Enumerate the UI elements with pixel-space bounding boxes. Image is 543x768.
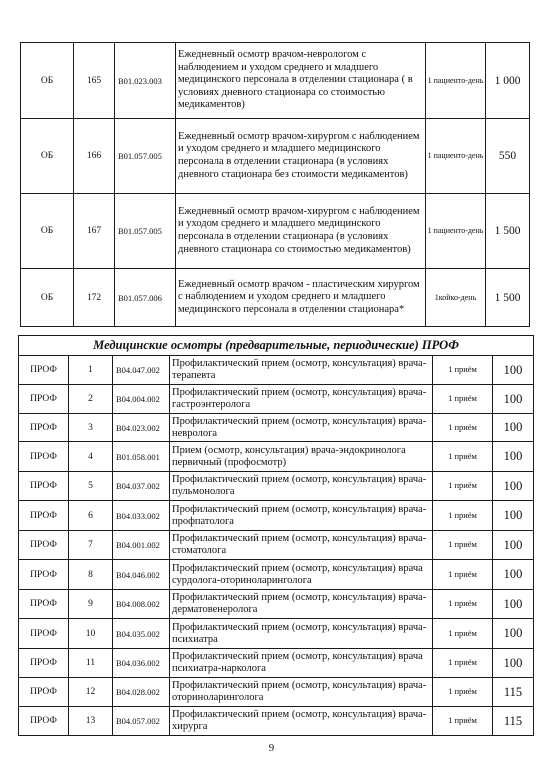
category-cell: ПРОФ [19, 590, 69, 619]
inpatient-services-table [20, 42, 530, 327]
service-name-cell: Ежедневный осмотр врачом-неврологом с наблюдением и уходом среднего и младшего медицинского персонала в отделении стационара ( в условиях дневного стационара со стоимостью медикаментов) [176, 43, 426, 119]
unit-cell: 1койко-день [426, 269, 486, 327]
number-cell: 11 [69, 649, 113, 678]
unit-cell: 1 приём [433, 619, 493, 649]
price-cell: 100 [493, 472, 534, 501]
category-cell: ПРОФ [19, 414, 69, 442]
prof-row [19, 531, 534, 560]
category-cell: ПРОФ [19, 678, 69, 707]
service-name-cell: Профилактический прием (осмотр, консультация) врача-хирурга [170, 707, 433, 736]
number-cell: 166 [74, 119, 115, 194]
code-cell: B04.028.002 [113, 678, 170, 707]
number-cell: 165 [74, 43, 115, 119]
prof-services-table [18, 335, 534, 736]
category-cell: ОБ [21, 194, 74, 269]
unit-cell: 1 приём [433, 531, 493, 560]
code-cell: B01.057.005 [115, 119, 176, 194]
price-cell: 115 [493, 707, 534, 736]
category-cell: ОБ [21, 119, 74, 194]
section-header-row [19, 336, 534, 356]
service-name-cell: Профилактический прием (осмотр, консультация) врача-дерматовенеролога [170, 590, 433, 619]
number-cell: 4 [69, 442, 113, 472]
price-cell: 100 [493, 649, 534, 678]
service-name-cell: Профилактический прием (осмотр, консультация) врача-пульмонолога [170, 472, 433, 501]
number-cell: 3 [69, 414, 113, 442]
unit-cell: 1 пациенто-день [426, 43, 486, 119]
unit-cell: 1 приём [433, 707, 493, 736]
number-cell: 13 [69, 707, 113, 736]
category-cell: ПРОФ [19, 560, 69, 590]
price-cell: 100 [493, 531, 534, 560]
code-cell: B04.037.002 [113, 472, 170, 501]
prof-row [19, 442, 534, 472]
unit-cell: 1 приём [433, 678, 493, 707]
code-cell: B01.057.006 [115, 269, 176, 327]
inpatient-row [21, 194, 530, 269]
category-cell: ПРОФ [19, 385, 69, 414]
code-cell: B01.058.001 [113, 442, 170, 472]
service-name-cell: Ежедневный осмотр врачом - пластическим хирургом с наблюдением и уходом среднего и младшего медицинского персонала в отделении стационара* [176, 269, 426, 327]
category-cell: ПРОФ [19, 707, 69, 736]
prof-row [19, 472, 534, 501]
code-cell: B04.004.002 [113, 385, 170, 414]
price-cell: 1 500 [486, 269, 530, 327]
number-cell: 167 [74, 194, 115, 269]
section-title: Медицинские осмотры (предварительные, периодические) ПРОФ [19, 336, 534, 356]
unit-cell: 1 приём [433, 501, 493, 531]
unit-cell: 1 приём [433, 560, 493, 590]
service-name-cell: Профилактический прием (осмотр, консультация) врача-стоматолога [170, 531, 433, 560]
category-cell: ОБ [21, 269, 74, 327]
service-name-cell: Профилактический прием (осмотр, консультация) врача-оториноларинголога [170, 678, 433, 707]
unit-cell: 1 приём [433, 385, 493, 414]
price-cell: 100 [493, 385, 534, 414]
price-cell: 115 [493, 678, 534, 707]
service-name-cell: Профилактический прием (осмотр, консультация) врача-профпатолога [170, 501, 433, 531]
prof-row [19, 414, 534, 442]
number-cell: 7 [69, 531, 113, 560]
code-cell: B04.035.002 [113, 619, 170, 649]
prof-row [19, 590, 534, 619]
inpatient-row [21, 269, 530, 327]
category-cell: ПРОФ [19, 356, 69, 385]
number-cell: 6 [69, 501, 113, 531]
prof-row [19, 619, 534, 649]
service-name-cell: Ежедневный осмотр врачом-хирургом с наблюдением и уходом среднего и младшего медицинского персонала в отделении стационара (в условиях дневного стационара со стоимостью медикаментов) [176, 194, 426, 269]
price-cell: 100 [493, 560, 534, 590]
service-name-cell: Профилактический прием (осмотр, консультация) врача психиатра-нарколога [170, 649, 433, 678]
code-cell: B04.023.002 [113, 414, 170, 442]
number-cell: 12 [69, 678, 113, 707]
prof-row [19, 385, 534, 414]
code-cell: B04.008.002 [113, 590, 170, 619]
number-cell: 172 [74, 269, 115, 327]
category-cell: ОБ [21, 43, 74, 119]
price-cell: 1 000 [486, 43, 530, 119]
service-name-cell: Профилактический прием (осмотр, консультация) врача-невролога [170, 414, 433, 442]
number-cell: 1 [69, 356, 113, 385]
category-cell: ПРОФ [19, 619, 69, 649]
price-cell: 100 [493, 501, 534, 531]
number-cell: 9 [69, 590, 113, 619]
inpatient-row [21, 119, 530, 194]
prof-row [19, 678, 534, 707]
service-name-cell: Ежедневный осмотр врачом-хирургом с наблюдением и уходом среднего и младшего медицинского персонала в отделении стационара (в условиях дневного стационара без стоимости медикаментов) [176, 119, 426, 194]
prof-row [19, 560, 534, 590]
prof-row [19, 649, 534, 678]
unit-cell: 1 пациенто-день [426, 119, 486, 194]
category-cell: ПРОФ [19, 649, 69, 678]
number-cell: 10 [69, 619, 113, 649]
code-cell: B04.001.002 [113, 531, 170, 560]
price-cell: 100 [493, 442, 534, 472]
code-cell: B04.033.002 [113, 501, 170, 531]
unit-cell: 1 приём [433, 414, 493, 442]
service-name-cell: Прием (осмотр, консультация) врача-эндокринолога первичный (профосмотр) [170, 442, 433, 472]
code-cell: B01.023.003 [115, 43, 176, 119]
price-cell: 550 [486, 119, 530, 194]
unit-cell: 1 приём [433, 590, 493, 619]
page-number: 9 [268, 742, 275, 754]
number-cell: 8 [69, 560, 113, 590]
number-cell: 2 [69, 385, 113, 414]
unit-cell: 1 приём [433, 472, 493, 501]
category-cell: ПРОФ [19, 501, 69, 531]
price-cell: 1 500 [486, 194, 530, 269]
number-cell: 5 [69, 472, 113, 501]
code-cell: B04.046.002 [113, 560, 170, 590]
service-name-cell: Профилактический прием (осмотр, консультация) врача-психиатра [170, 619, 433, 649]
category-cell: ПРОФ [19, 531, 69, 560]
price-cell: 100 [493, 356, 534, 385]
code-cell: B01.057.005 [115, 194, 176, 269]
prof-row [19, 501, 534, 531]
price-cell: 100 [493, 414, 534, 442]
code-cell: B04.036.002 [113, 649, 170, 678]
service-name-cell: Профилактический прием (осмотр, консультация) врача сурдолога-оториноларинголога [170, 560, 433, 590]
prof-row [19, 356, 534, 385]
price-cell: 100 [493, 619, 534, 649]
prof-row [19, 707, 534, 736]
inpatient-row [21, 43, 530, 119]
service-name-cell: Профилактический прием (осмотр, консультация) врача-гастроэнтеролога [170, 385, 433, 414]
service-name-cell: Профилактический прием (осмотр, консультация) врача-терапевта [170, 356, 433, 385]
code-cell: B04.057.002 [113, 707, 170, 736]
unit-cell: 1 приём [433, 356, 493, 385]
unit-cell: 1 приём [433, 442, 493, 472]
category-cell: ПРОФ [19, 472, 69, 501]
unit-cell: 1 приём [433, 649, 493, 678]
unit-cell: 1 пациенто-день [426, 194, 486, 269]
category-cell: ПРОФ [19, 442, 69, 472]
price-cell: 100 [493, 590, 534, 619]
code-cell: B04.047.002 [113, 356, 170, 385]
